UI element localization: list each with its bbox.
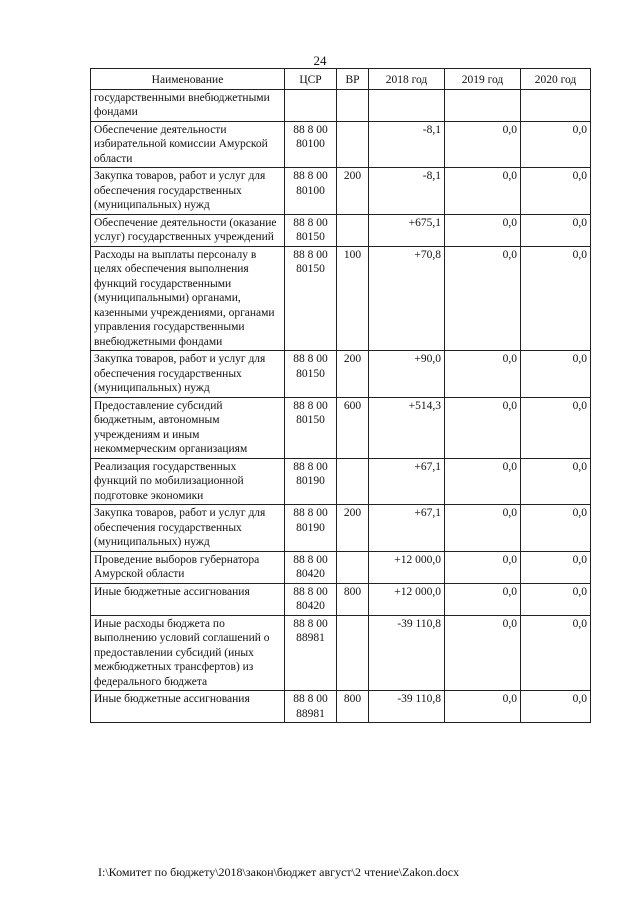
header-2020: 2020 год — [521, 69, 591, 90]
table-row — [91, 551, 591, 583]
row-csr: 88 8 00 80420 — [285, 551, 337, 583]
table-row — [91, 351, 591, 398]
header-vr: ВР — [337, 69, 369, 90]
row-2020: 0,0 — [521, 615, 591, 691]
row-name: Закупка товаров, работ и услуг для обеспечения государственных (муниципальных) нужд — [91, 351, 285, 398]
row-name: государственными внебюджетными фондами — [91, 89, 285, 121]
row-name: Иные бюджетные ассигнования — [91, 691, 285, 723]
row-name: Закупка товаров, работ и услуг для обеспечения государственных (муниципальных) нужд — [91, 505, 285, 552]
table-header-row — [91, 69, 591, 90]
row-2019: 0,0 — [445, 458, 521, 505]
row-2019: 0,0 — [445, 691, 521, 723]
row-name: Иные бюджетные ассигнования — [91, 583, 285, 615]
row-csr: 88 8 00 80150 — [285, 351, 337, 398]
row-csr: 88 8 00 80100 — [285, 168, 337, 215]
row-2018: +90,0 — [369, 351, 445, 398]
row-2018: -39 110,8 — [369, 691, 445, 723]
row-2020: 0,0 — [521, 505, 591, 552]
row-vr: 800 — [337, 691, 369, 723]
row-2018: -8,1 — [369, 121, 445, 168]
row-2019: 0,0 — [445, 246, 521, 351]
row-2019 — [445, 89, 521, 121]
row-vr — [337, 551, 369, 583]
row-csr: 88 8 00 88981 — [285, 615, 337, 691]
row-2020: 0,0 — [521, 458, 591, 505]
row-vr: 200 — [337, 351, 369, 398]
row-2019: 0,0 — [445, 583, 521, 615]
row-2020: 0,0 — [521, 168, 591, 215]
row-name: Реализация государственных функций по мобилизационной подготовке экономики — [91, 458, 285, 505]
row-name: Расходы на выплаты персоналу в целях обеспечения выполнения функций государственными (муниципальными) органами, казенными учреждениями, органами управления государственными внебюджетными фондами — [91, 246, 285, 351]
row-vr: 600 — [337, 397, 369, 458]
row-vr: 100 — [337, 246, 369, 351]
table-row — [91, 615, 591, 691]
row-2019: 0,0 — [445, 214, 521, 246]
row-vr — [337, 214, 369, 246]
row-name: Предоставление субсидий бюджетным, автономным учреждениям и иным некоммерческим организациям — [91, 397, 285, 458]
row-2018: +675,1 — [369, 214, 445, 246]
table-row — [91, 121, 591, 168]
page-number: 24 — [313, 53, 327, 68]
row-vr: 200 — [337, 168, 369, 215]
row-2018: +12 000,0 — [369, 583, 445, 615]
row-csr: 88 8 00 80420 — [285, 583, 337, 615]
row-2020: 0,0 — [521, 551, 591, 583]
row-2020: 0,0 — [521, 583, 591, 615]
row-2020: 0,0 — [521, 214, 591, 246]
budget-table — [90, 68, 591, 723]
row-2018 — [369, 89, 445, 121]
row-2018: +12 000,0 — [369, 551, 445, 583]
row-2019: 0,0 — [445, 397, 521, 458]
row-2018: +67,1 — [369, 458, 445, 505]
row-2019: 0,0 — [445, 615, 521, 691]
row-2020: 0,0 — [521, 397, 591, 458]
row-csr: 88 8 00 80150 — [285, 246, 337, 351]
header-2018: 2018 год — [369, 69, 445, 90]
row-csr — [285, 89, 337, 121]
header-name: Наименование — [91, 69, 285, 90]
row-vr — [337, 458, 369, 505]
row-vr — [337, 615, 369, 691]
row-2019: 0,0 — [445, 121, 521, 168]
row-csr: 88 8 00 88981 — [285, 691, 337, 723]
row-csr: 88 8 00 80100 — [285, 121, 337, 168]
row-csr: 88 8 00 80190 — [285, 458, 337, 505]
table-row — [91, 214, 591, 246]
row-2018: +70,8 — [369, 246, 445, 351]
row-vr — [337, 89, 369, 121]
table-row — [91, 246, 591, 351]
row-2018: +514,3 — [369, 397, 445, 458]
row-name: Проведение выборов губернатора Амурской области — [91, 551, 285, 583]
row-2020: 0,0 — [521, 691, 591, 723]
row-name: Иные расходы бюджета по выполнению условий соглашений о предоставлении субсидий (иных межбюджетных трансфертов) из федерального бюджета — [91, 615, 285, 691]
row-csr: 88 8 00 80150 — [285, 397, 337, 458]
row-2020: 0,0 — [521, 351, 591, 398]
row-csr: 88 8 00 80150 — [285, 214, 337, 246]
row-vr — [337, 121, 369, 168]
row-vr: 200 — [337, 505, 369, 552]
row-name: Обеспечение деятельности (оказание услуг) государственных учреждений — [91, 214, 285, 246]
table-row — [91, 458, 591, 505]
row-2018: -39 110,8 — [369, 615, 445, 691]
table-row — [91, 168, 591, 215]
footer-file-path: I:\Комитет по бюджету\2018\закон\бюджет август\2 чтение\Zakon.docx — [98, 865, 460, 879]
row-2020 — [521, 89, 591, 121]
table-row — [91, 691, 591, 723]
table-row — [91, 397, 591, 458]
table-row — [91, 89, 591, 121]
table-row — [91, 583, 591, 615]
row-vr: 800 — [337, 583, 369, 615]
header-2019: 2019 год — [445, 69, 521, 90]
row-2018: +67,1 — [369, 505, 445, 552]
row-2019: 0,0 — [445, 168, 521, 215]
row-2019: 0,0 — [445, 351, 521, 398]
row-2018: -8,1 — [369, 168, 445, 215]
row-2020: 0,0 — [521, 121, 591, 168]
header-csr: ЦСР — [285, 69, 337, 90]
row-2019: 0,0 — [445, 551, 521, 583]
row-2020: 0,0 — [521, 246, 591, 351]
row-name: Обеспечение деятельности избирательной комиссии Амурской области — [91, 121, 285, 168]
table-row — [91, 505, 591, 552]
row-name: Закупка товаров, работ и услуг для обеспечения государственных (муниципальных) нужд — [91, 168, 285, 215]
row-csr: 88 8 00 80190 — [285, 505, 337, 552]
row-2019: 0,0 — [445, 505, 521, 552]
